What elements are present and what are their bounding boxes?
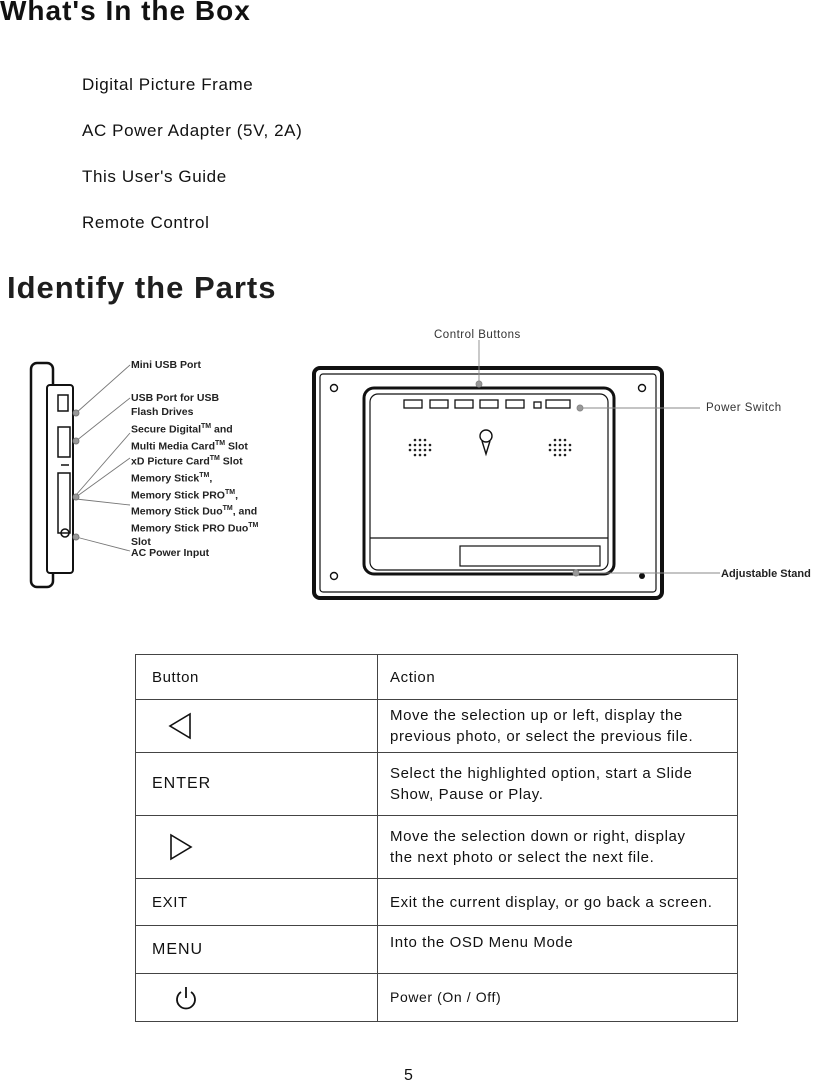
label-text: Memory Stick Duo xyxy=(131,505,223,518)
table-row xyxy=(136,926,738,974)
trademark: TM xyxy=(224,488,236,496)
action-cell: Exit the current display, or go back a screen. xyxy=(378,879,738,926)
adjustable-stand-label: Adjustable Stand xyxy=(721,568,811,580)
button-cell xyxy=(136,974,378,1022)
action-text: previous photo, or select the previous file. xyxy=(390,728,694,745)
power-switch-label: Power Switch xyxy=(706,402,782,414)
label-text: , xyxy=(235,489,238,501)
label-text: and xyxy=(211,423,233,436)
header-button: Button xyxy=(136,655,378,700)
table-row xyxy=(136,816,738,879)
action-text: Move the selection up or left, display the xyxy=(390,707,683,724)
section-title-parts: Identify the Parts xyxy=(7,270,277,305)
button-cell: EXIT xyxy=(136,879,378,926)
sd-mmc-slot-label xyxy=(131,420,248,453)
button-action-table xyxy=(135,654,738,1022)
action-text: the next photo or select the next file. xyxy=(390,849,655,866)
table-row xyxy=(136,753,738,816)
label-text: Slot xyxy=(131,536,151,548)
xd-slot-label xyxy=(131,452,243,469)
side-leader-lines xyxy=(70,355,140,555)
mini-usb-port-label: Mini USB Port xyxy=(131,359,201,371)
action-cell xyxy=(378,816,738,879)
action-cell: Into the OSD Menu Mode xyxy=(378,926,738,974)
label-text: Slot xyxy=(225,440,248,452)
table-row xyxy=(136,974,738,1022)
box-item: AC Power Adapter (5V, 2A) xyxy=(82,121,303,140)
page-number: 5 xyxy=(404,1067,413,1084)
label-text: Slot xyxy=(219,455,243,468)
trademark: TM xyxy=(201,423,212,430)
header-action: Action xyxy=(378,655,738,700)
label-text: Memory Stick PRO xyxy=(131,489,225,501)
label-text: , and xyxy=(232,505,258,518)
button-cell xyxy=(136,816,378,879)
button-cell: ENTER xyxy=(136,753,378,816)
usb-port-label-line: Flash Drives xyxy=(131,406,194,418)
usb-port-label xyxy=(131,391,219,419)
action-cell xyxy=(378,700,738,753)
left-triangle-icon xyxy=(166,711,196,741)
action-cell: Power (On / Off) xyxy=(378,974,738,1022)
trademark: TM xyxy=(199,472,210,479)
box-item: Digital Picture Frame xyxy=(82,75,254,94)
table-row xyxy=(136,879,738,926)
trademark: TM xyxy=(248,521,259,529)
ac-power-input-label: AC Power Input xyxy=(131,547,210,559)
label-text: Secure Digital xyxy=(131,423,202,436)
action-cell xyxy=(378,753,738,816)
label-text: xD Picture Card xyxy=(131,455,210,468)
table-row xyxy=(136,700,738,753)
section-title-box: What's In the Box xyxy=(0,0,251,26)
memory-stick-slot-label xyxy=(131,469,258,549)
action-text: Move the selection down or right, display xyxy=(390,828,686,845)
table-header-row xyxy=(136,655,738,700)
trademark: TM xyxy=(222,505,233,512)
box-item: Remote Control xyxy=(82,213,210,232)
box-item: This User's Guide xyxy=(82,167,227,186)
label-text: Memory Stick xyxy=(131,472,200,485)
control-buttons-label: Control Buttons xyxy=(434,329,521,341)
label-text: , xyxy=(209,472,213,485)
button-cell: MENU xyxy=(136,926,378,974)
button-cell xyxy=(136,700,378,753)
right-triangle-icon xyxy=(166,832,196,862)
label-text: Multi Media Card xyxy=(131,440,216,452)
usb-port-label-line: USB Port for USB xyxy=(131,392,220,404)
power-icon xyxy=(172,984,200,1012)
trademark: TM xyxy=(215,439,226,447)
trademark: TM xyxy=(209,455,220,462)
label-text: Memory Stick PRO Duo xyxy=(131,522,249,534)
back-leader-lines xyxy=(470,340,770,580)
action-text: Show, Pause or Play. xyxy=(390,786,544,803)
action-text: Select the highlighted option, start a Slide xyxy=(390,765,693,782)
